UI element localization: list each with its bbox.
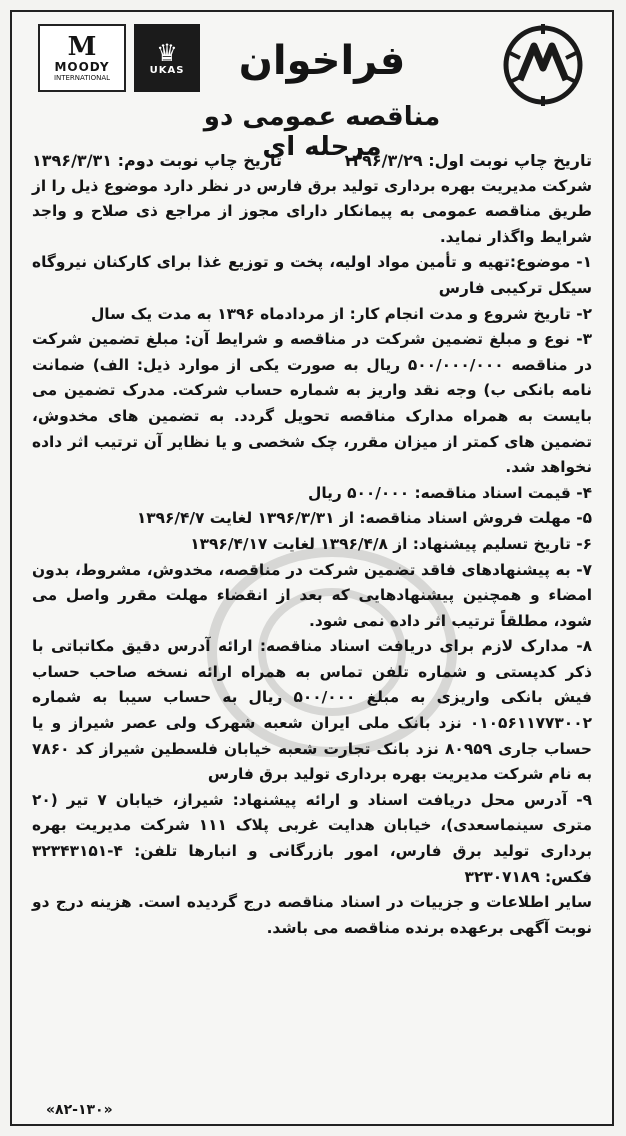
- moody-logo: [38, 24, 126, 92]
- moody-logo-mark: M: [67, 32, 97, 62]
- item-3-label: ۳- نوع و مبلغ تضمین شرکت در مناقصه و شرایط آن:: [184, 330, 593, 349]
- item-2-label: ۲- تاریخ شروع و مدت انجام کار:: [349, 304, 592, 323]
- item-7: [32, 558, 592, 635]
- crown-icon: ♛: [156, 38, 178, 67]
- item-4-text: ۵۰۰/۰۰۰ ریال: [307, 483, 415, 502]
- item-1-text: تهیه و تأمین مواد اولیه، پخت و توزیع غذا برای کارکنان نیروگاه سیکل ترکیبی فارس: [32, 253, 592, 297]
- item-4-label: ۴- قیمت اسناد مناقصه:: [414, 483, 592, 502]
- item-6: [32, 532, 592, 558]
- item-6-label: ۶- تاریخ تسلیم پیشنهاد:: [412, 534, 592, 553]
- item-5-label: ۵- مهلت فروش اسناد مناقصه:: [359, 509, 592, 528]
- item-3-text: مبلغ تضمین شرکت در مناقصه ۵۰۰/۰۰۰/۰۰۰ ریال به صورت یکی از موارد ذیل: الف) ضمانت نامه بانکی ب) وجه نقد واریز به شماره حساب شرکت. مدرک تضمین می بایست به همراه مدارک مناقصه تحویل گردد. به تضمین های مخدوش، تضمین های کمتر از میزان مقرر، چک شخصی و یا نظایر آن ترتیب اثر داده نخواهد شد.: [32, 330, 592, 477]
- item-9: [32, 788, 592, 890]
- item-5-text: از ۱۳۹۶/۳/۳۱ لغایت ۱۳۹۶/۴/۷: [136, 509, 360, 528]
- notice-body: [32, 148, 592, 941]
- company-emblem-icon: [500, 22, 586, 108]
- item-8: [32, 634, 592, 788]
- item-7-text: به پیشنهادهای فاقد تضمین شرکت در مناقصه، مخدوش، مشروط، بدون امضاء و همچنین پیشنهادهایی که بعد از انقضاء مهلت مقرر واصل می شود، مطلقاً ترتیب اثر داده نمی شود.: [32, 560, 592, 630]
- print-dates: [32, 148, 592, 174]
- item-4: [32, 481, 592, 507]
- item-7-label: ۷-: [576, 560, 592, 579]
- moody-logo-name: MOODY: [54, 60, 110, 74]
- reference-code: «۸۲-۱۳۰»: [46, 1102, 113, 1118]
- notice-subtitle: مناقصه عمومی دو مرحله ای: [203, 102, 441, 162]
- ukas-logo-text: UKAS: [149, 64, 185, 76]
- item-1: [32, 250, 592, 301]
- item-5: [32, 506, 592, 532]
- item-2: [32, 302, 592, 328]
- item-8-text: ارائه آدرس دقیق مکاتباتی با ذکر کدپستی و شماره تلفن تماس به همراه ارائه نسخه صاحب حساب فیش بانکی واریزی به مبلغ ۵۰۰/۰۰۰ ریال به حساب سیبا به شماره ۰۱۰۵۶۱۱۷۷۳۰۰۲ نزد بانک ملی ایران شعبه شهرک ولی عصر شیراز و یا حساب جاری ۸۰۹۵۹ نزد بانک تجارت شعبه خیابان فلسطین شیراز کد ۷۸۶۰ به نام شرکت مدیریت بهره برداری تولید برق فارس: [32, 637, 592, 784]
- item-9-label: ۹- آدرس محل دریافت اسناد و ارائه پیشنهاد:: [232, 790, 592, 809]
- item-8-label: ۸- مدارک لازم برای دریافت اسناد مناقصه:: [259, 637, 592, 656]
- notice-title: فراخوان: [238, 38, 406, 84]
- item-9-text: شیراز، خیابان ۷ تیر (۲۰ متری سینماسعدی)، خیابان هدایت غربی پلاک ۱۱۱ شرکت مدیریت بهره برداری تولید برق فارس، امور بازرگانی و انبارها تلفن: ۴-۳۲۳۴۳۱۵۱ فکس: ۳۲۳۰۷۱۸۹: [32, 790, 592, 886]
- intro-paragraph: شرکت مدیریت بهره برداری تولید برق فارس در نظر دارد موضوع ذیل را از طریق مناقصه عمومی به پیمانکار دارای مجوز از مراجع ذی صلاح و واجد شرایط واگذار نماید.: [32, 176, 592, 246]
- moody-logo-sub: INTERNATIONAL: [53, 74, 111, 82]
- notice-frame: [10, 10, 614, 1126]
- item-3: [32, 327, 592, 481]
- item-1-label: ۱- موضوع:: [509, 253, 592, 272]
- footer-paragraph: سایر اطلاعات و جزییات در اسناد مناقصه درج گردیده است. هزینه درج دو نوبت آگهی برعهده برنده مناقصه می باشد.: [32, 893, 592, 937]
- second-print-date: تاریخ چاپ نوبت دوم: ۱۳۹۶/۳/۳۱: [32, 151, 282, 170]
- first-print-date: تاریخ چاپ نوبت اول: ۱۳۹۶/۳/۲۹: [342, 151, 592, 170]
- item-6-text: از ۱۳۹۶/۴/۸ لغایت ۱۳۹۶/۴/۱۷: [190, 534, 413, 553]
- item-2-text: از مردادماه ۱۳۹۶ به مدت یک سال: [90, 304, 350, 323]
